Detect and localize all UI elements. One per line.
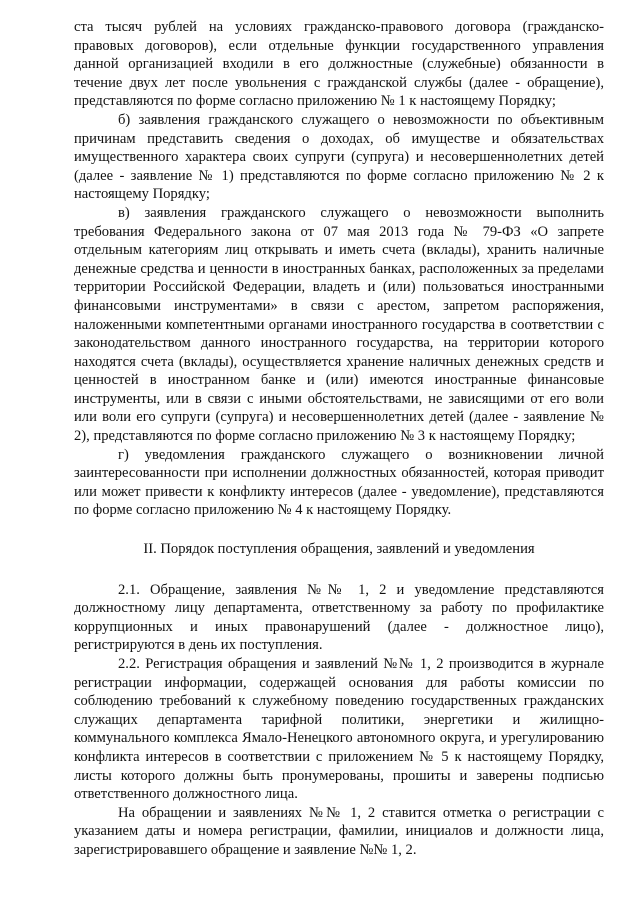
paragraph-2-2: 2.2. Регистрация обращения и заявлений №№ 1, 2 производится в журнале регистрации информации, содержащей основания для работы комиссии по соблюдению требований к служебному поведению государственных гражданских служащих департамента тарифной политики, энергетики и жилищно-коммунального комплекса Ямало-Ненецкого автономного округа, и урегулированию конфликта интересов в соответствии с приложением № 5 к настоящему Порядку, листы которого должны быть пронумерованы, прошиты и заверены подписью ответственного должностного лица. [74, 656, 604, 803]
section-heading: II. Порядок поступления обращения, заявлений и уведомления [143, 541, 535, 558]
document-body [74, 18, 604, 860]
paragraph-continuation: ста тысяч рублей на условиях гражданско-правового договора (гражданско-правовых договоров), если отдельные функции государственного управления данной организацией входили в его должностные (служебные) обязанности в течение двух лет после увольнения с гражданской службы (далее - обращение), представляются по форме согласно приложению № 1 к настоящему Порядку; [74, 19, 604, 110]
paragraph-v: в) заявления гражданского служащего о невозможности выполнить требования Федерального закона от 07 мая 2013 года № 79-ФЗ «О запрете отдельным категориям лиц открывать и иметь счета (вклады), хранить наличные денежные средства и ценности в иностранных банках, расположенных за пределами территории Российской Федерации, владеть и (или) пользоваться иностранными финансовыми инструментами» в связи с арестом, запретом распоряжения, наложенными компетентными органами иностранного государства в соответствии с законодательством данного иностранного государства, на территории которого находятся счета (вклады), осуществляется хранение наличных денежных средств и ценностей в иностранном банке и (или) имеются иностранные финансовые инструменты, или в связи с иными обстоятельствами, не зависящими от его воли или воли его супруги (супруга) и несовершеннолетних детей (далее - заявление № 2), представляются по форме согласно приложению № 3 к настоящему Порядку; [74, 204, 604, 445]
paragraph-2-1: 2.1. Обращение, заявления №№ 1, 2 и уведомление представляются должностному лицу департамента, ответственному за работу по профилактике коррупционных и иных правонарушений (далее - должностное лицо), регистрируются в день их поступления. [74, 581, 604, 654]
paragraph-g: г) уведомления гражданского служащего о возникновении личной заинтересованности при исполнении должностных обязанностей, которая приводит или может привести к конфликту интересов (далее - уведомление), представляются по форме согласно приложению № 4 к настоящему Порядку. [74, 446, 604, 519]
paragraph-b: б) заявления гражданского служащего о невозможности по объективным причинам представить сведения о доходах, об имуществе и обязательствах имущественного характера своих супруги (супруга) и несовершеннолетних детей (далее - заявление № 1) представляются по форме согласно приложению № 2 к настоящему Порядку; [74, 111, 604, 203]
paragraph-registration-mark: На обращении и заявлениях №№ 1, 2 ставится отметка о регистрации с указанием даты и номера регистрации, фамилии, инициалов и должности лица, зарегистрировавшего обращение и заявление №№ 1, 2. [74, 804, 604, 858]
